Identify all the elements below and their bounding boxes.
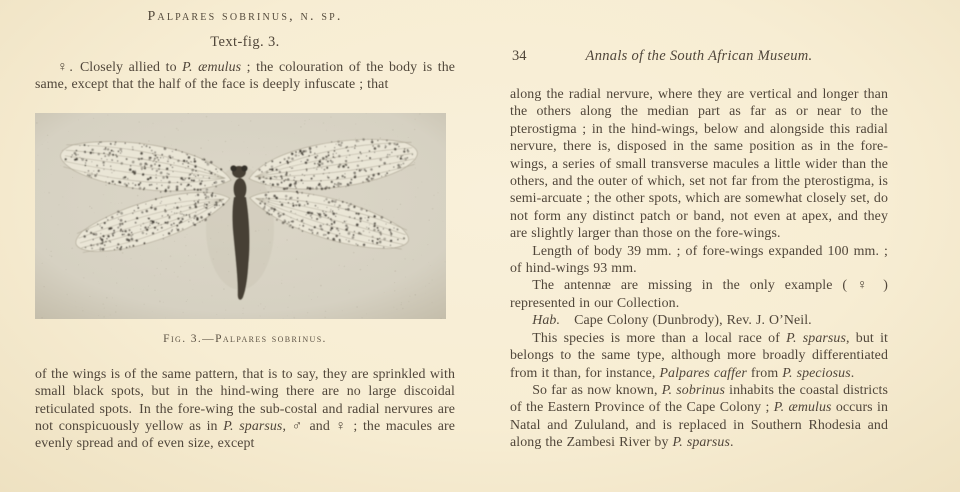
textfig-reference-label: Text-fig. 3. xyxy=(210,34,280,50)
antlion-illustration xyxy=(35,113,446,319)
body-paragraph: So far as now known, P. sobrinus inhabits the coastal districts of the Eastern Province of the Cape Colony ; P. æmulus occurs in Natal and Zululand, and is replaced in Southern Rhodesia and along the Zambesi River by P. sparsus. xyxy=(510,382,888,451)
page-header xyxy=(510,48,888,67)
left-text-column xyxy=(35,9,455,453)
journal-running-title: Annals of the South African Museum. xyxy=(585,48,813,64)
figure-caption: Fig. 3.—Palpares sobrinus. xyxy=(163,332,327,345)
intro-paragraph: ♀. Closely allied to P. æmulus ; the colouration of the body is the same, except that the half of the face is deeply infuscate ; that xyxy=(35,60,456,93)
continuation-paragraph: of the wings is of the same pattern, that is to say, they are sprinkled with small black spots, but in the hind-wing there are no large discoidal reticulated spots. In the fore-wing the sub-costal and radial nervures are not conspicuously yellow as in P. sparsus, ♂ and ♀ ; the macules are evenly spread and of even size, except xyxy=(35,366,456,452)
body-paragraph: Length of body 39 mm. ; of fore-wings expanded 100 mm. ; of hind-wings 93 mm. xyxy=(510,243,888,277)
body-paragraph: The antennæ are missing in the only example ( ♀ ) represented in our Collection. xyxy=(510,278,888,311)
body-paragraph: This species is more than a local race of P. sparsus, but it belongs to the same type, although more broadly differentiated from it than, for instance, Palpares caffer from P. speciosus. xyxy=(510,330,888,381)
body-text xyxy=(510,86,888,452)
species-heading: Palpares sobrinus, n. sp. xyxy=(147,9,343,24)
body-paragraph: Hab. Cape Colony (Dunbrody), Rev. J. O’Neil. xyxy=(532,313,812,329)
page-number: 34 xyxy=(512,48,527,64)
right-text-column xyxy=(510,48,888,452)
body-paragraph: along the radial nervure, where they are vertical and longer than the others along the median part as far as or near to the pterostigma ; in the hind-wings, below and alongside this radial nervure, there is, disposed in the same position as in the fore-wings, a series of small transverse macules a little wider than the others, and the outer of which, set not far from the pterostigma, is semi-arcuate ; the other spots, which are somewhat closely set, do not form any distinct patch or band, not even at apex, and they are slightly larger than those on the fore-wings. xyxy=(510,87,888,242)
right-page xyxy=(480,0,960,492)
figure-plate xyxy=(35,113,446,319)
